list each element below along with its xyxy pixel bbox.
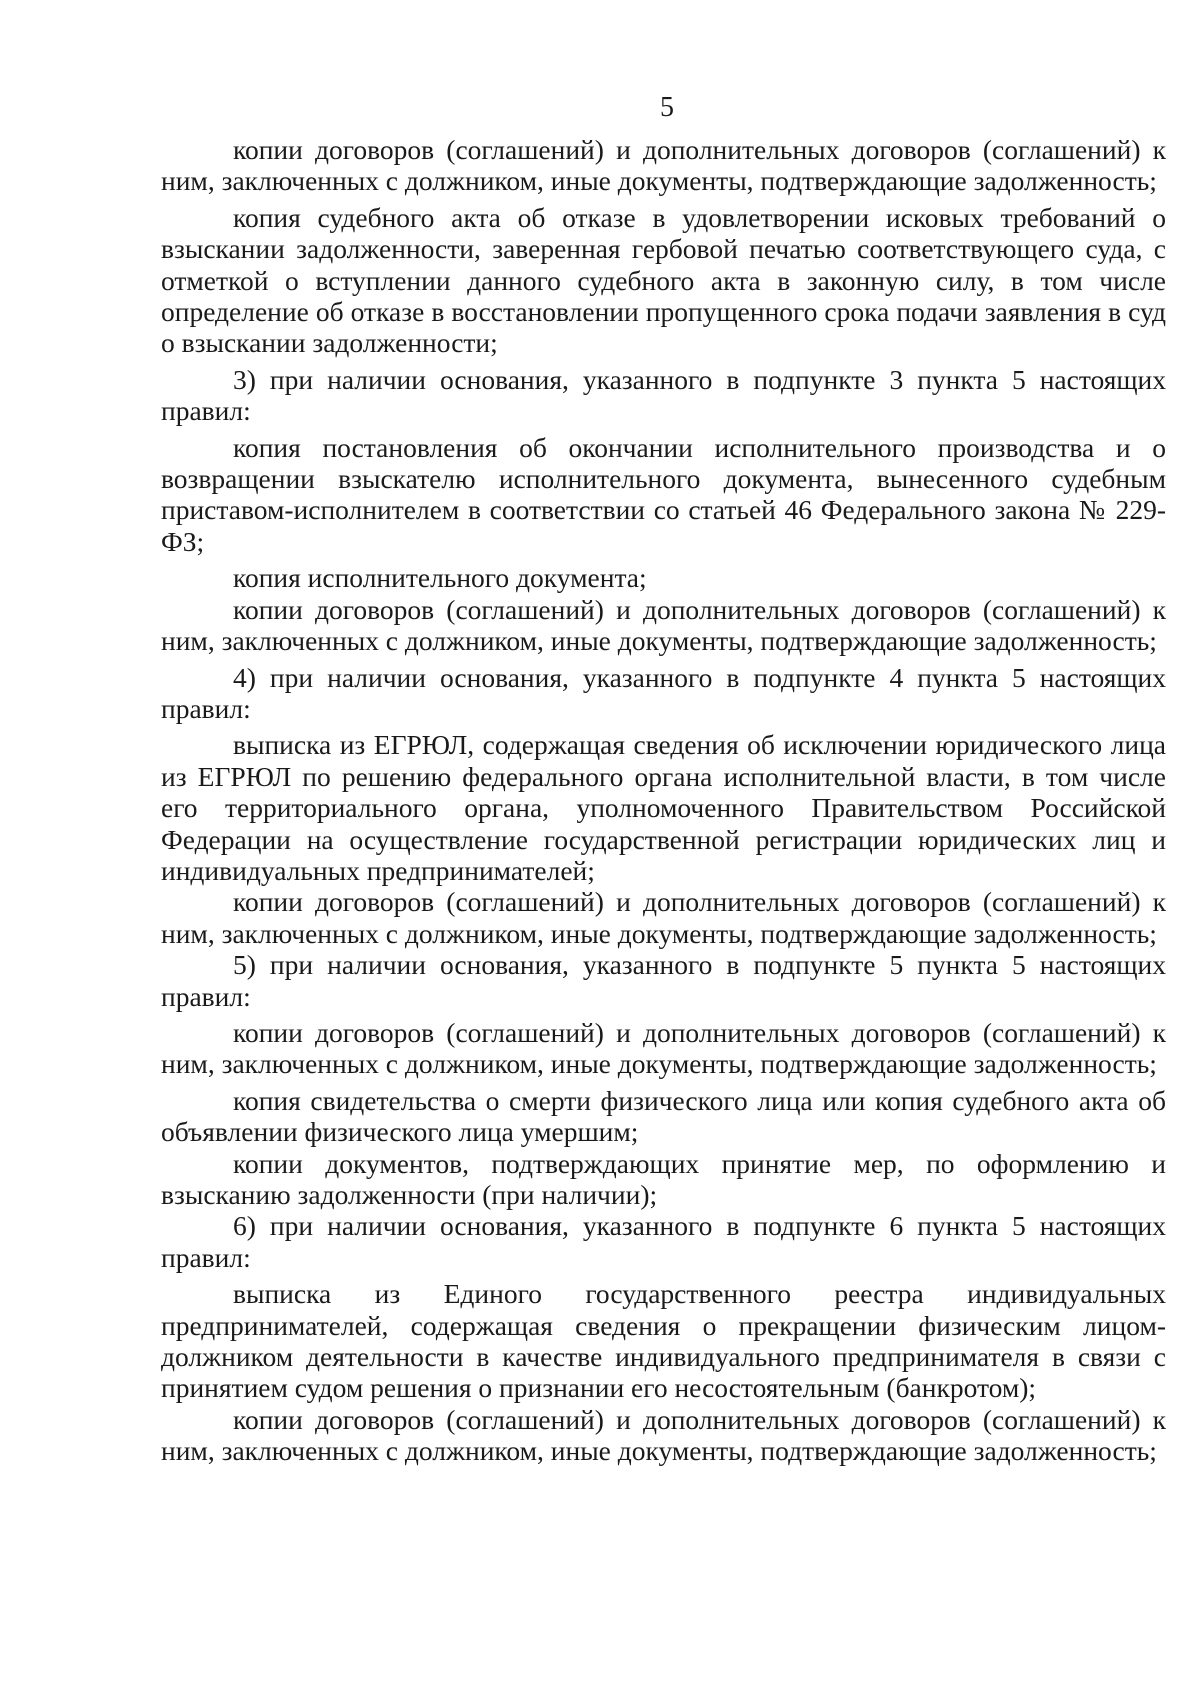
paragraph-copies-of-agreements: копии договоров (соглашений) и дополнительных договоров (соглашений) к ним, заключенных с должником, иные документы, подтверждающие задолженность; [161, 134, 1166, 197]
paragraph-copies-of-agreements: копии договоров (соглашений) и дополнительных договоров (соглашений) к ним, заключенных с должником, иные документы, подтверждающие задолженность; [161, 886, 1166, 949]
paragraph-egrul-extract: выписка из ЕГРЮЛ, содержащая сведения об исключении юридического лица из ЕГРЮЛ по решению федерального органа исполнительной власти, в том числе его территориального органа, уполномоченного Правительством Российской Федерации на осуществление государственной регистрации юридических лиц и индивидуальных предпринимателей; [161, 729, 1166, 886]
document-body [161, 134, 1166, 1467]
paragraph-enforcement-document-copy: копия исполнительного документа; [233, 562, 647, 594]
paragraph-item-6-heading: 6) при наличии основания, указанного в подпункте 6 пункта 5 настоящих правил: [161, 1210, 1166, 1273]
paragraph-death-certificate-copy: копия свидетельства о смерти физического лица или копия судебного акта об объявлении физического лица умершим; [161, 1084, 1166, 1148]
paragraph-court-act-copy: копия судебного акта об отказе в удовлетворении исковых требований о взыскании задолженности, заверенная гербовой печатью соответствующего суда, с отметкой о вступлении данного судебного акта в законную силу, в том числе определение об отказе в восстановлении пропущенного срока подачи заявления в суд о взыскании задолженности; [161, 201, 1166, 359]
paragraph-copies-of-agreements: копии договоров (соглашений) и дополнительных договоров (соглашений) к ним, заключенных с должником, иные документы, подтверждающие задолженность; [161, 1403, 1166, 1467]
paragraph-collection-measures-documents: копии документов, подтверждающих принятие мер, по оформлению и взысканию задолженности (при наличии); [161, 1147, 1166, 1210]
paragraph-copies-of-agreements: копии договоров (соглашений) и дополнительных договоров (соглашений) к ним, заключенных с должником, иные документы, подтверждающие задолженность; [161, 593, 1166, 657]
paragraph-item-3-heading: 3) при наличии основания, указанного в подпункте 3 пункта 5 настоящих правил: [161, 363, 1166, 427]
page-number: 5 [660, 92, 674, 123]
paragraph-item-4-heading: 4) при наличии основания, указанного в подпункте 4 пункта 5 настоящих правил: [161, 661, 1166, 724]
paragraph-egrip-extract: выписка из Единого государственного реестра индивидуальных предпринимателей, содержащая сведения о прекращении физическим лицом-должником деятельности в качестве индивидуального предпринимателя в связи с принятием судом решения о признании его несостоятельным (банкротом); [161, 1278, 1166, 1404]
paragraph-copies-of-agreements: копии договоров (соглашений) и дополнительных договоров (соглашений) к ним, заключенных с должником, иные документы, подтверждающие задолженность; [161, 1016, 1166, 1080]
paragraph-item-5-heading: 5) при наличии основания, указанного в подпункте 5 пункта 5 настоящих правил: [161, 949, 1166, 1012]
paragraph-enforcement-resolution-copy: копия постановления об окончании исполнительного производства и о возвращении взыскателю исполнительного документа, вынесенного судебным приставом-исполнителем в соответствии со статьей 46 Федерального закона № 229-ФЗ; [161, 431, 1166, 557]
